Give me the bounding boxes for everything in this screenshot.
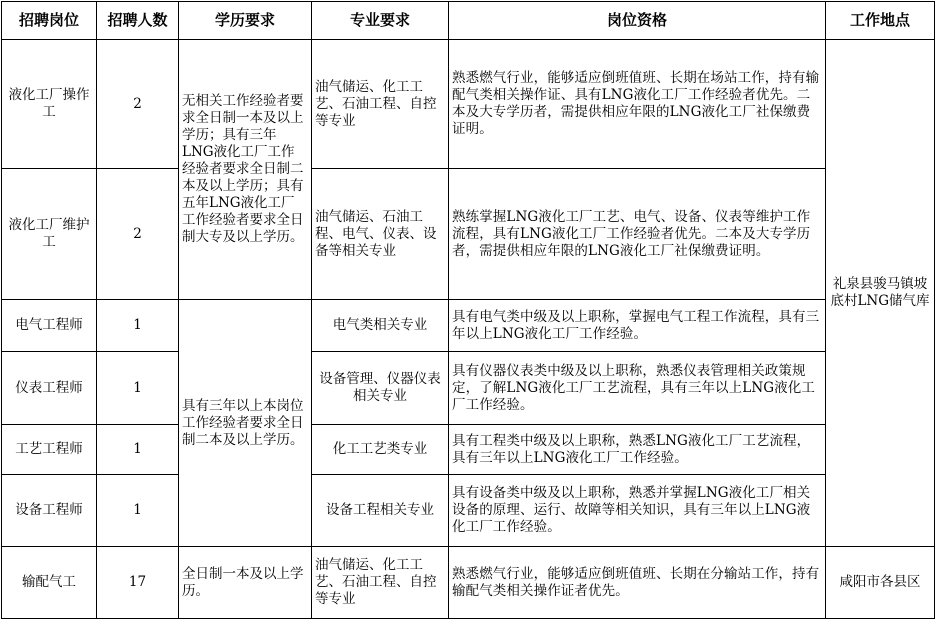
position-cell: 仪表工程师 xyxy=(2,352,97,425)
count-cell: 17 xyxy=(97,547,179,619)
position-cell: 输配气工 xyxy=(2,547,97,619)
count-cell: 1 xyxy=(97,352,179,425)
header-position: 招聘岗位 xyxy=(2,2,97,40)
table-row xyxy=(2,547,935,619)
count-cell: 1 xyxy=(97,475,179,547)
header-row xyxy=(2,2,935,40)
recruitment-table xyxy=(1,1,935,619)
table-row xyxy=(2,425,935,475)
table-row xyxy=(2,169,935,300)
major-cell: 设备工程相关专业 xyxy=(312,475,449,547)
qualification-cell: 具有电气类中级及以上职称，掌握电气工程工作流程，具有三年以上LNG液化工厂工作经验。 xyxy=(449,300,826,352)
major-cell: 设备管理、仪器仪表相关专业 xyxy=(312,352,449,425)
position-cell: 设备工程师 xyxy=(2,475,97,547)
position-cell: 液化工厂操作工 xyxy=(2,40,97,169)
count-cell: 2 xyxy=(97,40,179,169)
position-cell: 液化工厂维护工 xyxy=(2,169,97,300)
count-cell: 1 xyxy=(97,425,179,475)
education-cell-group2: 具有三年以上本岗位工作经验者要求全日制二本及以上学历。 xyxy=(179,300,312,547)
education-cell-group1: 无相关工作经验者要求全日制一本及以上学历；具有三年LNG液化工厂工作经验者要求全日制二本及以上学历；具有五年LNG液化工厂工作经验者要求全日制大专及以上学历。 xyxy=(179,40,312,300)
position-cell: 工艺工程师 xyxy=(2,425,97,475)
location-cell-last: 咸阳市各县区 xyxy=(826,547,935,619)
table-row xyxy=(2,40,935,169)
major-cell: 油气储运、化工工艺、石油工程、自控等专业 xyxy=(312,40,449,169)
header-major: 专业要求 xyxy=(312,2,449,40)
major-cell: 油气储运、石油工程、电气、仪表、设备等相关专业 xyxy=(312,169,449,300)
qualification-cell: 熟悉燃气行业，能够适应倒班值班、长期在场站工作，持有输配气类相关操作证、具有LNG液化工厂工作经验者优先。二本及大专学历者，需提供相应年限的LNG液化工厂社保缴费证明。 xyxy=(449,40,826,169)
qualification-cell: 具有设备类中级及以上职称，熟悉并掌握LNG液化工厂相关设备的原理、运行、故障等相关知识，具有三年以上LNG液化工厂工作经验。 xyxy=(449,475,826,547)
count-cell: 1 xyxy=(97,300,179,352)
position-cell: 电气工程师 xyxy=(2,300,97,352)
header-education: 学历要求 xyxy=(179,2,312,40)
major-cell: 油气储运、化工工艺、石油工程、自控等专业 xyxy=(312,547,449,619)
major-cell: 化工工艺类专业 xyxy=(312,425,449,475)
major-cell: 电气类相关专业 xyxy=(312,300,449,352)
table-row xyxy=(2,300,935,352)
header-location: 工作地点 xyxy=(826,2,935,40)
location-cell-main: 礼泉县骏马镇坡底村LNG储气库 xyxy=(826,40,935,547)
header-count: 招聘人数 xyxy=(97,2,179,40)
table-row xyxy=(2,475,935,547)
count-cell: 2 xyxy=(97,169,179,300)
table-row xyxy=(2,352,935,425)
header-qualification: 岗位资格 xyxy=(449,2,826,40)
qualification-cell: 具有工程类中级及以上职称，熟悉LNG液化工厂工艺流程，具有三年以上LNG液化工厂工作经验。 xyxy=(449,425,826,475)
education-cell-group3: 全日制一本及以上学历。 xyxy=(179,547,312,619)
qualification-cell: 具有仪器仪表类中级及以上职称，熟悉仪表管理相关政策规定，了解LNG液化工厂工艺流程，具有三年以上LNG液化工厂工作经验。 xyxy=(449,352,826,425)
qualification-cell: 熟练掌握LNG液化工厂工艺、电气、设备、仪表等维护工作流程，具有LNG液化工厂工作经验者优先。二本及大专学历者，需提供相应年限的LNG液化工厂社保缴费证明。 xyxy=(449,169,826,300)
qualification-cell: 熟悉燃气行业，能够适应倒班值班、长期在分输站工作，持有输配气类相关操作证者优先。 xyxy=(449,547,826,619)
